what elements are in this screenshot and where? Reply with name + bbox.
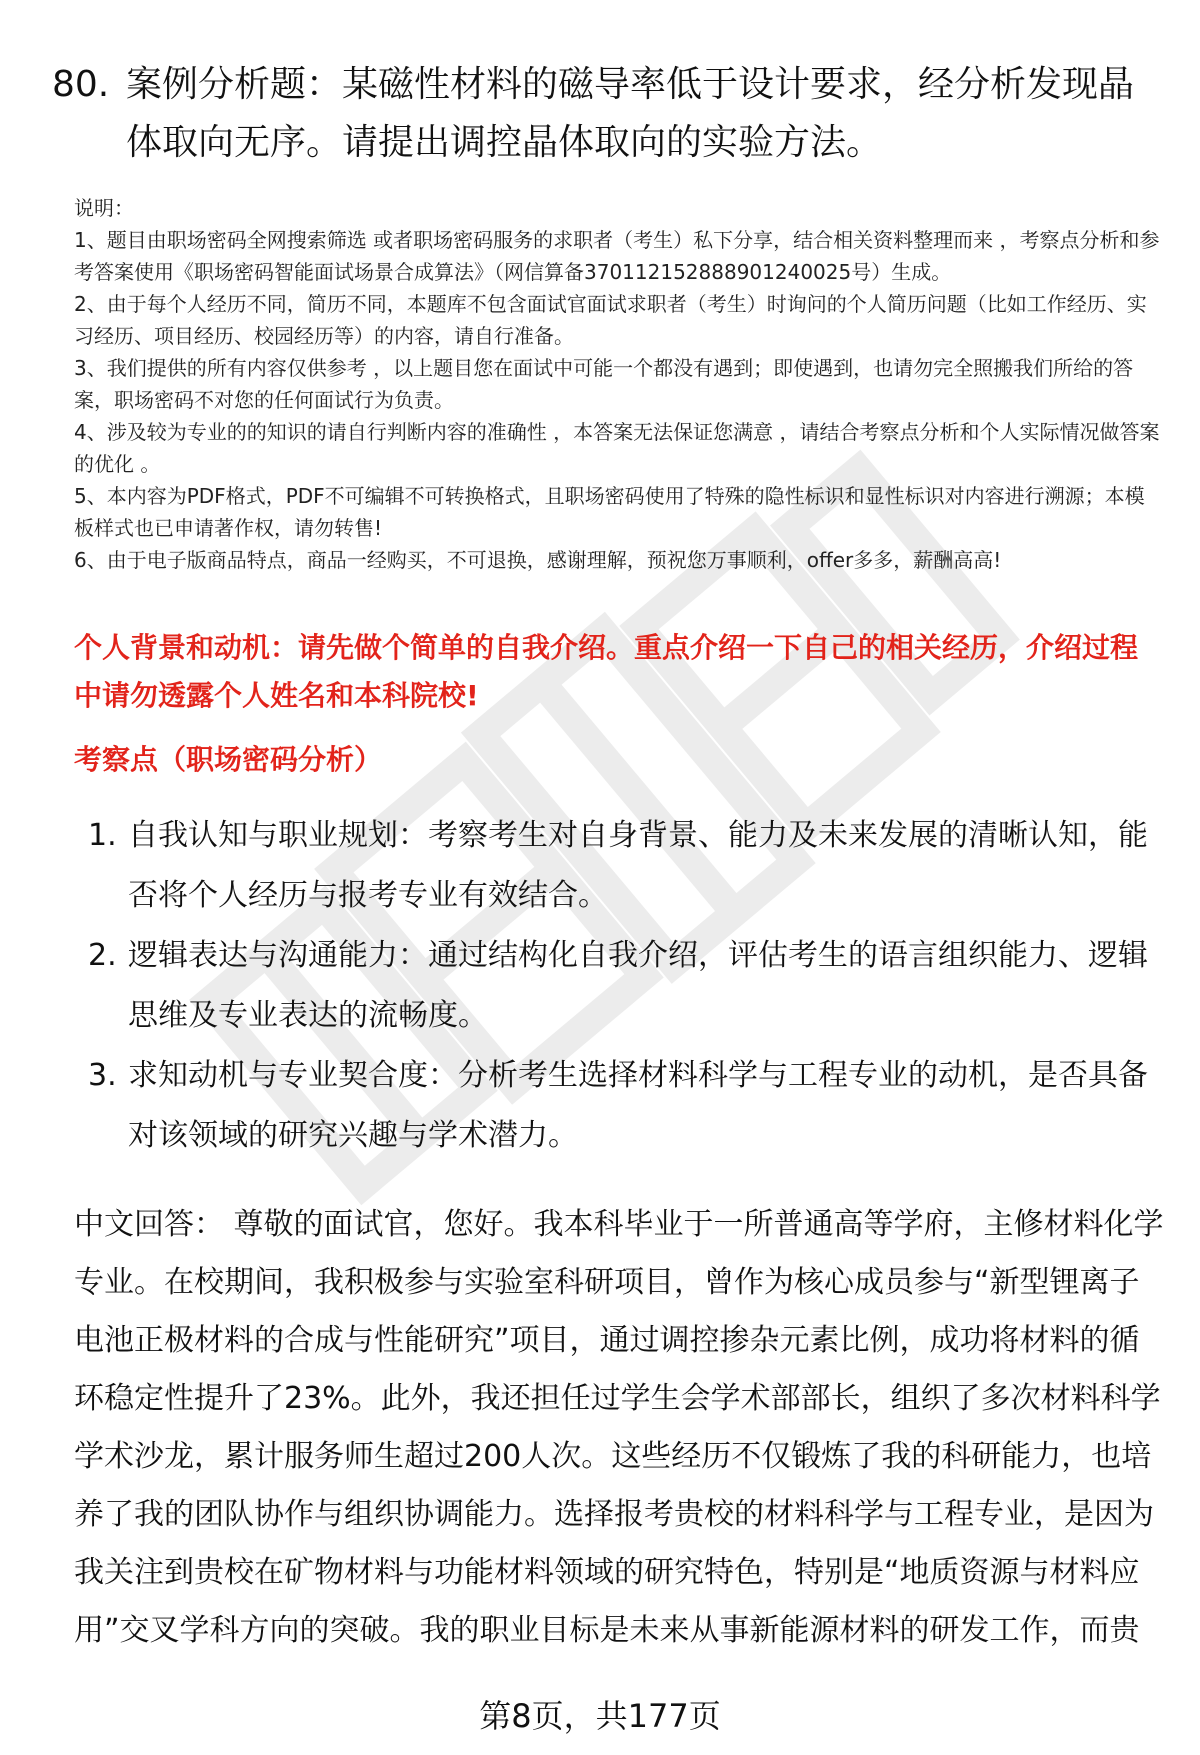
evaluation-points-heading: 考察点（职场密码分析） <box>74 743 383 776</box>
note-item: 6、由于电子版商品特点，商品一经购买，不可退换，感谢理解，预祝您万事顺利，offer多多，薪酬高高! <box>74 548 1002 572</box>
question-text: 案例分析题：某磁性材料的磁导率低于设计要求，经分析发现晶体取向无序。请提出调控晶体取向的实验方法。 <box>126 64 1135 163</box>
point-text: 求知动机与专业契合度：分析考生选择材料科学与工程专业的动机，是否具备对该领域的研究兴趣与学术潜力。 <box>128 1058 1148 1153</box>
evaluation-point <box>88 1046 1168 1166</box>
notes-section <box>74 192 1164 576</box>
answer-label: 中文回答： <box>74 1207 224 1242</box>
question-title <box>52 56 1162 172</box>
answer-paragraph <box>74 1196 1166 1660</box>
note-item: 1、题目由职场密码全网搜索筛选 或者职场密码服务的求职者（考生）私下分享，结合相关资料整理而来 ，考察点分析和参考答案使用《职场密码智能面试场景合成算法》（网信算备370112152888901240025号）生成。 <box>74 228 1160 284</box>
point-text: 逻辑表达与沟通能力：通过结构化自我介绍，评估考生的语言组织能力、逻辑思维及专业表达的流畅度。 <box>128 938 1148 1033</box>
page-number-footer: 第8页，共177页 <box>479 1697 721 1735</box>
evaluation-points-list <box>88 806 1168 1166</box>
background-heading: 个人背景和动机：请先做个简单的自我介绍。重点介绍一下自己的相关经历，介绍过程中请勿透露个人姓名和本科院校! <box>74 631 1139 712</box>
answer-text: 尊敬的面试官，您好。我本科毕业于一所普通高等学府，主修材料化学专业。在校期间，我积极参与实验室科研项目，曾作为核心成员参与“新型锂离子电池正极材料的合成与性能研究”项目，通过调控掺杂元素比例，成功将材料的循环稳定性提升了23%。此外，我还担任过学生会学术部部长，组织了多次材料科学学术沙龙，累计服务师生超过200人次。这些经历不仅锻炼了我的科研能力，也培养了我的团队协作与组织协调能力。选择报考贵校的材料科学与工程专业，是因为我关注到贵校在矿物材料与功能材料领域的研究特色，特别是“地质资源与材料应用”交叉学科方向的突破。我的职业目标是未来从事新能源材料的研发工作，而贵 <box>74 1207 1164 1648</box>
note-item: 3、我们提供的所有内容仅供参考 ，以上题目您在面试中可能一个都没有遇到；即使遇到，也请勿完全照搬我们所给的答案，职场密码不对您的任何面试行为负责。 <box>74 356 1134 412</box>
note-item: 4、涉及较为专业的的知识的请自行判断内容的准确性 ，本答案无法保证您满意 ，请结合考察点分析和个人实际情况做答案的优化 。 <box>74 420 1160 476</box>
point-number: 2. <box>88 938 117 973</box>
note-item: 5、本内容为PDF格式，PDF不可编辑不可转换格式，且职场密码使用了特殊的隐性标识和显性标识对内容进行溯源；本模板样式也已申请著作权，请勿转售! <box>74 484 1145 540</box>
point-text: 自我认知与职业规划：考察考生对自身背景、能力及未来发展的清晰认知，能否将个人经历与报考专业有效结合。 <box>128 818 1148 913</box>
point-number: 1. <box>88 818 117 853</box>
point-number: 3. <box>88 1058 117 1093</box>
question-number: 80. <box>52 64 110 105</box>
evaluation-point <box>88 926 1168 1046</box>
note-item: 2、由于每个人经历不同，简历不同，本题库不包含面试官面试求职者（考生）时询问的个人简历问题（比如工作经历、实习经历、项目经历、校园经历等）的内容，请自行准备。 <box>74 292 1147 348</box>
evaluation-point <box>88 806 1168 926</box>
notes-title: 说明： <box>74 196 134 220</box>
